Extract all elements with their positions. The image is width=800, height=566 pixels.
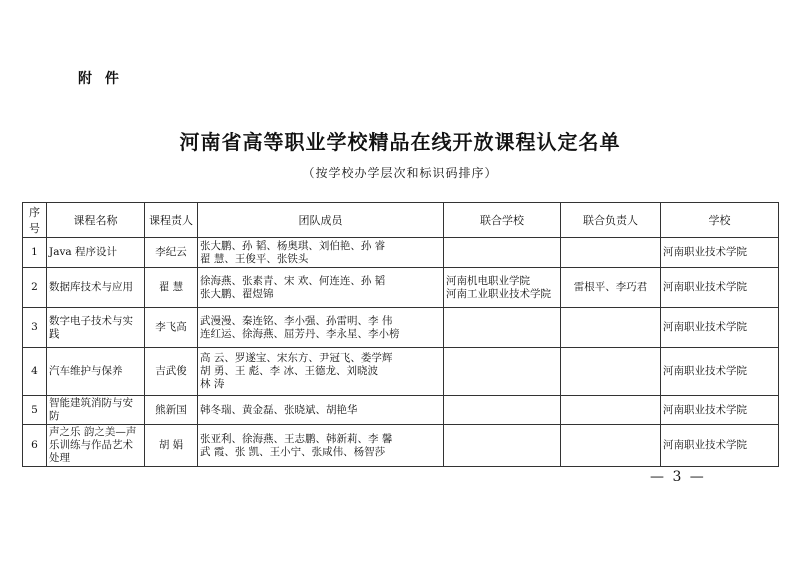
row-partner-school xyxy=(444,396,561,425)
row-lead: 熊新国 xyxy=(145,396,198,425)
attachment-label: 附 件 xyxy=(78,71,123,87)
member-line: 武 霞、张 凯、王小宁、张咸伟、杨智莎 xyxy=(200,445,386,458)
row-no: 3 xyxy=(23,308,47,348)
row-partner-lead xyxy=(561,238,661,268)
row-no: 1 xyxy=(23,238,47,268)
table-row xyxy=(23,425,779,467)
row-partner-school xyxy=(444,238,561,268)
row-partner-lead xyxy=(561,396,661,425)
row-members xyxy=(198,238,444,268)
row-partner-lead xyxy=(561,425,661,467)
row-course: 数据库技术与应用 xyxy=(47,268,145,308)
row-course: 数字电子技术与实践 xyxy=(47,308,145,348)
member-line: 张大鹏、孙 韬、杨奥琪、刘伯艳、孙 睿 xyxy=(200,239,386,252)
course-table xyxy=(22,202,779,467)
member-line: 林 涛 xyxy=(200,378,225,390)
member-line: 武漫漫、秦连铭、李小强、孙雷明、李 伟 xyxy=(200,314,393,327)
member-line: 高 云、罗遂宝、宋东方、尹冠飞、娄学辉 xyxy=(200,352,393,364)
row-school: 河南职业技术学院 xyxy=(661,425,779,467)
row-school: 河南职业技术学院 xyxy=(661,268,779,308)
row-partner-lead xyxy=(561,348,661,396)
document-subtitle: （按学校办学层次和标识码排序） xyxy=(302,166,498,180)
row-lead: 李飞高 xyxy=(145,308,198,348)
row-members xyxy=(198,308,444,348)
row-partner-lead: 雷根平、李巧君 xyxy=(561,268,661,308)
header-course: 课程名称 xyxy=(47,203,145,238)
table-row xyxy=(23,348,779,396)
row-members xyxy=(198,268,444,308)
row-no: 2 xyxy=(23,268,47,308)
row-lead: 翟 慧 xyxy=(145,268,198,308)
table-row xyxy=(23,396,779,425)
partner-school-line: 河南机电职业学院 xyxy=(446,274,530,287)
row-members xyxy=(198,425,444,467)
member-line: 胡 勇、王 彪、李 冰、王德龙、刘晓波 xyxy=(200,365,379,377)
row-no: 5 xyxy=(23,396,47,425)
document-title: 河南省高等职业学校精品在线开放课程认定名单 xyxy=(179,130,621,154)
row-lead: 吉武俊 xyxy=(145,348,198,396)
page-number: — 3 — xyxy=(650,469,706,485)
header-members: 团队成员 xyxy=(198,203,444,238)
row-members xyxy=(198,396,444,425)
table-header-row xyxy=(23,203,779,238)
row-no: 6 xyxy=(23,425,47,467)
table-row xyxy=(23,238,779,268)
table-row xyxy=(23,308,779,348)
table-row xyxy=(23,268,779,308)
row-course: 声之乐 韵之美—声乐训练与作品艺术处理 xyxy=(47,425,145,467)
row-school: 河南职业技术学院 xyxy=(661,238,779,268)
partner-school-line: 河南工业职业技术学院 xyxy=(446,287,551,300)
row-members xyxy=(198,348,444,396)
row-partner-school xyxy=(444,425,561,467)
header-no: 序号 xyxy=(23,203,47,238)
member-line: 徐海燕、张素青、宋 欢、何连连、孙 韬 xyxy=(200,274,386,287)
member-line: 张亚利、徐海燕、王志鹏、韩新莉、李 馨 xyxy=(200,432,393,445)
member-line: 连红运、徐海燕、屈芳丹、李永星、李小榜 xyxy=(200,327,400,340)
row-course: 汽车维护与保养 xyxy=(47,348,145,396)
header-partner-lead: 联合负责人 xyxy=(561,203,661,238)
row-school: 河南职业技术学院 xyxy=(661,308,779,348)
row-partner-lead xyxy=(561,308,661,348)
row-partner-school xyxy=(444,308,561,348)
header-school: 学校 xyxy=(661,203,779,238)
member-line: 张大鹏、翟煜锦 xyxy=(200,287,274,300)
row-no: 4 xyxy=(23,348,47,396)
header-lead: 课程责人 xyxy=(145,203,198,238)
row-course: Java 程序设计 xyxy=(47,238,145,268)
row-course: 智能建筑消防与安防 xyxy=(47,396,145,425)
member-line: 韩冬瑞、黄金磊、张晓斌、胡艳华 xyxy=(200,403,358,416)
member-line: 翟 慧、王俊平、张铁头 xyxy=(200,252,309,265)
row-school: 河南职业技术学院 xyxy=(661,348,779,396)
row-partner-school xyxy=(444,348,561,396)
row-lead: 李纪云 xyxy=(145,238,198,268)
row-school: 河南职业技术学院 xyxy=(661,396,779,425)
header-partner-school: 联合学校 xyxy=(444,203,561,238)
row-partner-school xyxy=(444,268,561,308)
row-lead: 胡 娟 xyxy=(145,425,198,467)
